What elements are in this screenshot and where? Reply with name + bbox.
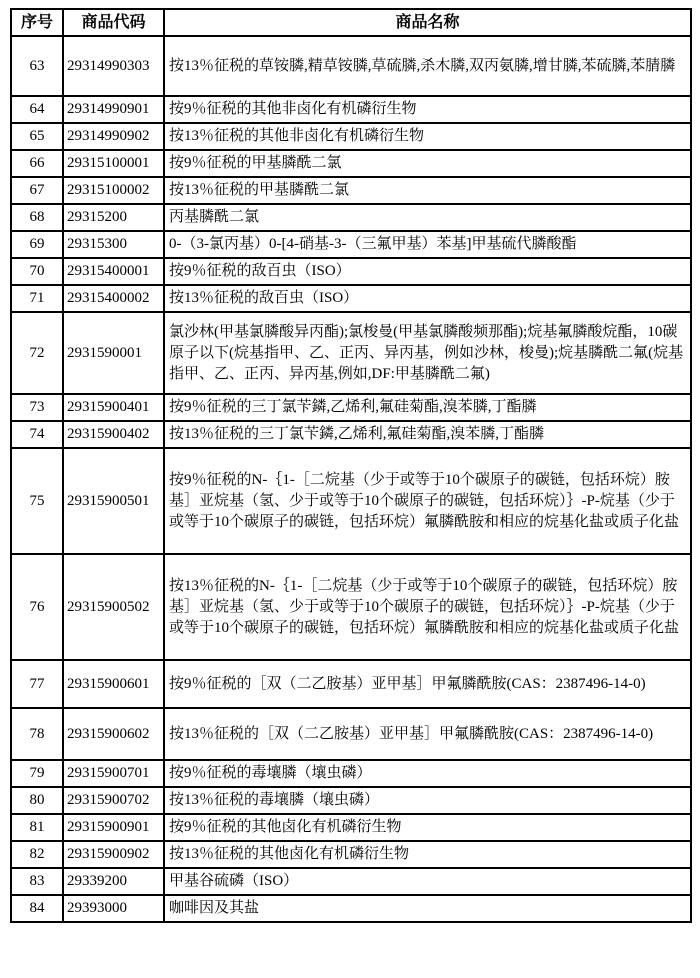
cell-commodity-name: 按13％征税的甲基膦酰二氯 bbox=[164, 177, 691, 204]
table-row bbox=[11, 554, 691, 660]
cell-commodity-name: 咖啡因及其盐 bbox=[164, 895, 691, 922]
cell-commodity-code: 29315900701 bbox=[63, 760, 164, 787]
cell-serial-number: 82 bbox=[11, 841, 63, 868]
cell-serial-number: 80 bbox=[11, 787, 63, 814]
header-serial-number: 序号 bbox=[11, 9, 63, 36]
cell-commodity-name: 按13％征税的［双（二乙胺基）亚甲基］甲氟膦酰胺(CAS：2387496-14-0) bbox=[164, 708, 691, 760]
table-row bbox=[11, 708, 691, 760]
cell-commodity-code: 29315400002 bbox=[63, 285, 164, 312]
table-row bbox=[11, 36, 691, 96]
cell-serial-number: 81 bbox=[11, 814, 63, 841]
cell-serial-number: 74 bbox=[11, 421, 63, 448]
cell-serial-number: 65 bbox=[11, 123, 63, 150]
cell-commodity-name: 按9％征税的毒壤膦（壤虫磷） bbox=[164, 760, 691, 787]
cell-commodity-code: 29315300 bbox=[63, 231, 164, 258]
cell-commodity-name: 按13％征税的敌百虫（ISO） bbox=[164, 285, 691, 312]
cell-serial-number: 69 bbox=[11, 231, 63, 258]
cell-commodity-code: 29315900502 bbox=[63, 554, 164, 660]
table-row bbox=[11, 258, 691, 285]
cell-commodity-code: 29315900401 bbox=[63, 394, 164, 421]
table-body bbox=[11, 36, 691, 922]
cell-commodity-name: 氯沙林(甲基氯膦酸异丙酯);氯梭曼(甲基氯膦酸频那酯);烷基氟膦酸烷酯，10碳原子以下(烷基指甲、乙、正丙、异丙基，例如沙林，梭曼);烷基膦酰二氟(烷基指甲、乙、正丙、异丙基,例如,DF:甲基膦酰二氟) bbox=[164, 312, 691, 394]
table-row bbox=[11, 895, 691, 922]
cell-serial-number: 73 bbox=[11, 394, 63, 421]
cell-commodity-code: 29315100001 bbox=[63, 150, 164, 177]
cell-serial-number: 72 bbox=[11, 312, 63, 394]
cell-commodity-name: 按13％征税的三丁氯苄鏻,乙烯利,氟硅菊酯,溴苯膦,丁酯膦 bbox=[164, 421, 691, 448]
header-commodity-name: 商品名称 bbox=[164, 9, 691, 36]
header-row bbox=[11, 9, 691, 36]
cell-commodity-code: 29314990303 bbox=[63, 36, 164, 96]
table-row bbox=[11, 231, 691, 258]
table-row bbox=[11, 394, 691, 421]
cell-commodity-code: 29315900602 bbox=[63, 708, 164, 760]
cell-commodity-name: 按13％征税的草铵膦,精草铵膦,草硫膦,杀木膦,双丙氨膦,增甘膦,苯硫膦,苯腈膦 bbox=[164, 36, 691, 96]
cell-commodity-code: 29314990901 bbox=[63, 96, 164, 123]
cell-commodity-code: 29315100002 bbox=[63, 177, 164, 204]
cell-serial-number: 77 bbox=[11, 660, 63, 708]
cell-commodity-name: 按9％征税的敌百虫（ISO） bbox=[164, 258, 691, 285]
cell-commodity-name: 按9％征税的三丁氯苄鏻,乙烯利,氟硅菊酯,溴苯膦,丁酯膦 bbox=[164, 394, 691, 421]
table-row bbox=[11, 285, 691, 312]
cell-commodity-code: 29315400001 bbox=[63, 258, 164, 285]
table-row bbox=[11, 177, 691, 204]
table-row bbox=[11, 204, 691, 231]
table-row bbox=[11, 841, 691, 868]
table-row bbox=[11, 96, 691, 123]
cell-commodity-code: 29315200 bbox=[63, 204, 164, 231]
table-row bbox=[11, 421, 691, 448]
cell-commodity-code: 29315900901 bbox=[63, 814, 164, 841]
cell-commodity-code: 29339200 bbox=[63, 868, 164, 895]
cell-commodity-code: 29393000 bbox=[63, 895, 164, 922]
cell-serial-number: 76 bbox=[11, 554, 63, 660]
cell-commodity-name: 按9％征税的甲基膦酰二氯 bbox=[164, 150, 691, 177]
cell-serial-number: 70 bbox=[11, 258, 63, 285]
commodity-table bbox=[10, 8, 692, 923]
cell-commodity-code: 29315900902 bbox=[63, 841, 164, 868]
cell-commodity-name: 甲基谷硫磷（ISO） bbox=[164, 868, 691, 895]
cell-serial-number: 64 bbox=[11, 96, 63, 123]
cell-commodity-name: 丙基膦酰二氯 bbox=[164, 204, 691, 231]
table-header bbox=[11, 9, 691, 36]
cell-commodity-name: 按9％征税的其他卤化有机磷衍生物 bbox=[164, 814, 691, 841]
cell-commodity-name: 按9％征税的N-｛1-［二烷基（少于或等于10个碳原子的碳链，包括环烷）胺基］亚烷基（氢、少于或等于10个碳原子的碳链，包括环烷）｝-P-烷基（少于或等于10个碳原子的碳链，包括环烷）氟膦酰胺和相应的烷基化盐或质子化盐 bbox=[164, 448, 691, 554]
table-row bbox=[11, 760, 691, 787]
cell-serial-number: 66 bbox=[11, 150, 63, 177]
cell-commodity-code: 29315900601 bbox=[63, 660, 164, 708]
cell-commodity-name: 按9％征税的其他非卤化有机磷衍生物 bbox=[164, 96, 691, 123]
table-row bbox=[11, 868, 691, 895]
cell-commodity-name: 按13％征税的N-｛1-［二烷基（少于或等于10个碳原子的碳链，包括环烷）胺基］亚烷基（氢、少于或等于10个碳原子的碳链，包括环烷）｝-P-烷基（少于或等于10个碳原子的碳链，包括环烷）氟膦酰胺和相应的烷基化盐或质子化盐 bbox=[164, 554, 691, 660]
cell-serial-number: 67 bbox=[11, 177, 63, 204]
cell-commodity-name: 0-（3-氯丙基）0-[4-硝基-3-（三氟甲基）苯基]甲基硫代膦酸酯 bbox=[164, 231, 691, 258]
cell-serial-number: 75 bbox=[11, 448, 63, 554]
cell-commodity-name: 按13％征税的其他卤化有机磷衍生物 bbox=[164, 841, 691, 868]
cell-commodity-code: 29315900501 bbox=[63, 448, 164, 554]
cell-serial-number: 71 bbox=[11, 285, 63, 312]
cell-commodity-code: 29315900402 bbox=[63, 421, 164, 448]
table-row bbox=[11, 312, 691, 394]
table-row bbox=[11, 787, 691, 814]
header-commodity-code: 商品代码 bbox=[63, 9, 164, 36]
cell-commodity-code: 29314990902 bbox=[63, 123, 164, 150]
cell-serial-number: 83 bbox=[11, 868, 63, 895]
cell-commodity-name: 按13％征税的其他非卤化有机磷衍生物 bbox=[164, 123, 691, 150]
cell-serial-number: 63 bbox=[11, 36, 63, 96]
cell-serial-number: 78 bbox=[11, 708, 63, 760]
cell-serial-number: 84 bbox=[11, 895, 63, 922]
cell-serial-number: 79 bbox=[11, 760, 63, 787]
table-row bbox=[11, 448, 691, 554]
table-row bbox=[11, 814, 691, 841]
table-row bbox=[11, 150, 691, 177]
cell-serial-number: 68 bbox=[11, 204, 63, 231]
table-row bbox=[11, 660, 691, 708]
cell-commodity-name: 按9％征税的［双（二乙胺基）亚甲基］甲氟膦酰胺(CAS：2387496-14-0) bbox=[164, 660, 691, 708]
table-row bbox=[11, 123, 691, 150]
cell-commodity-code: 2931590001 bbox=[63, 312, 164, 394]
cell-commodity-name: 按13％征税的毒壤膦（壤虫磷） bbox=[164, 787, 691, 814]
cell-commodity-code: 29315900702 bbox=[63, 787, 164, 814]
